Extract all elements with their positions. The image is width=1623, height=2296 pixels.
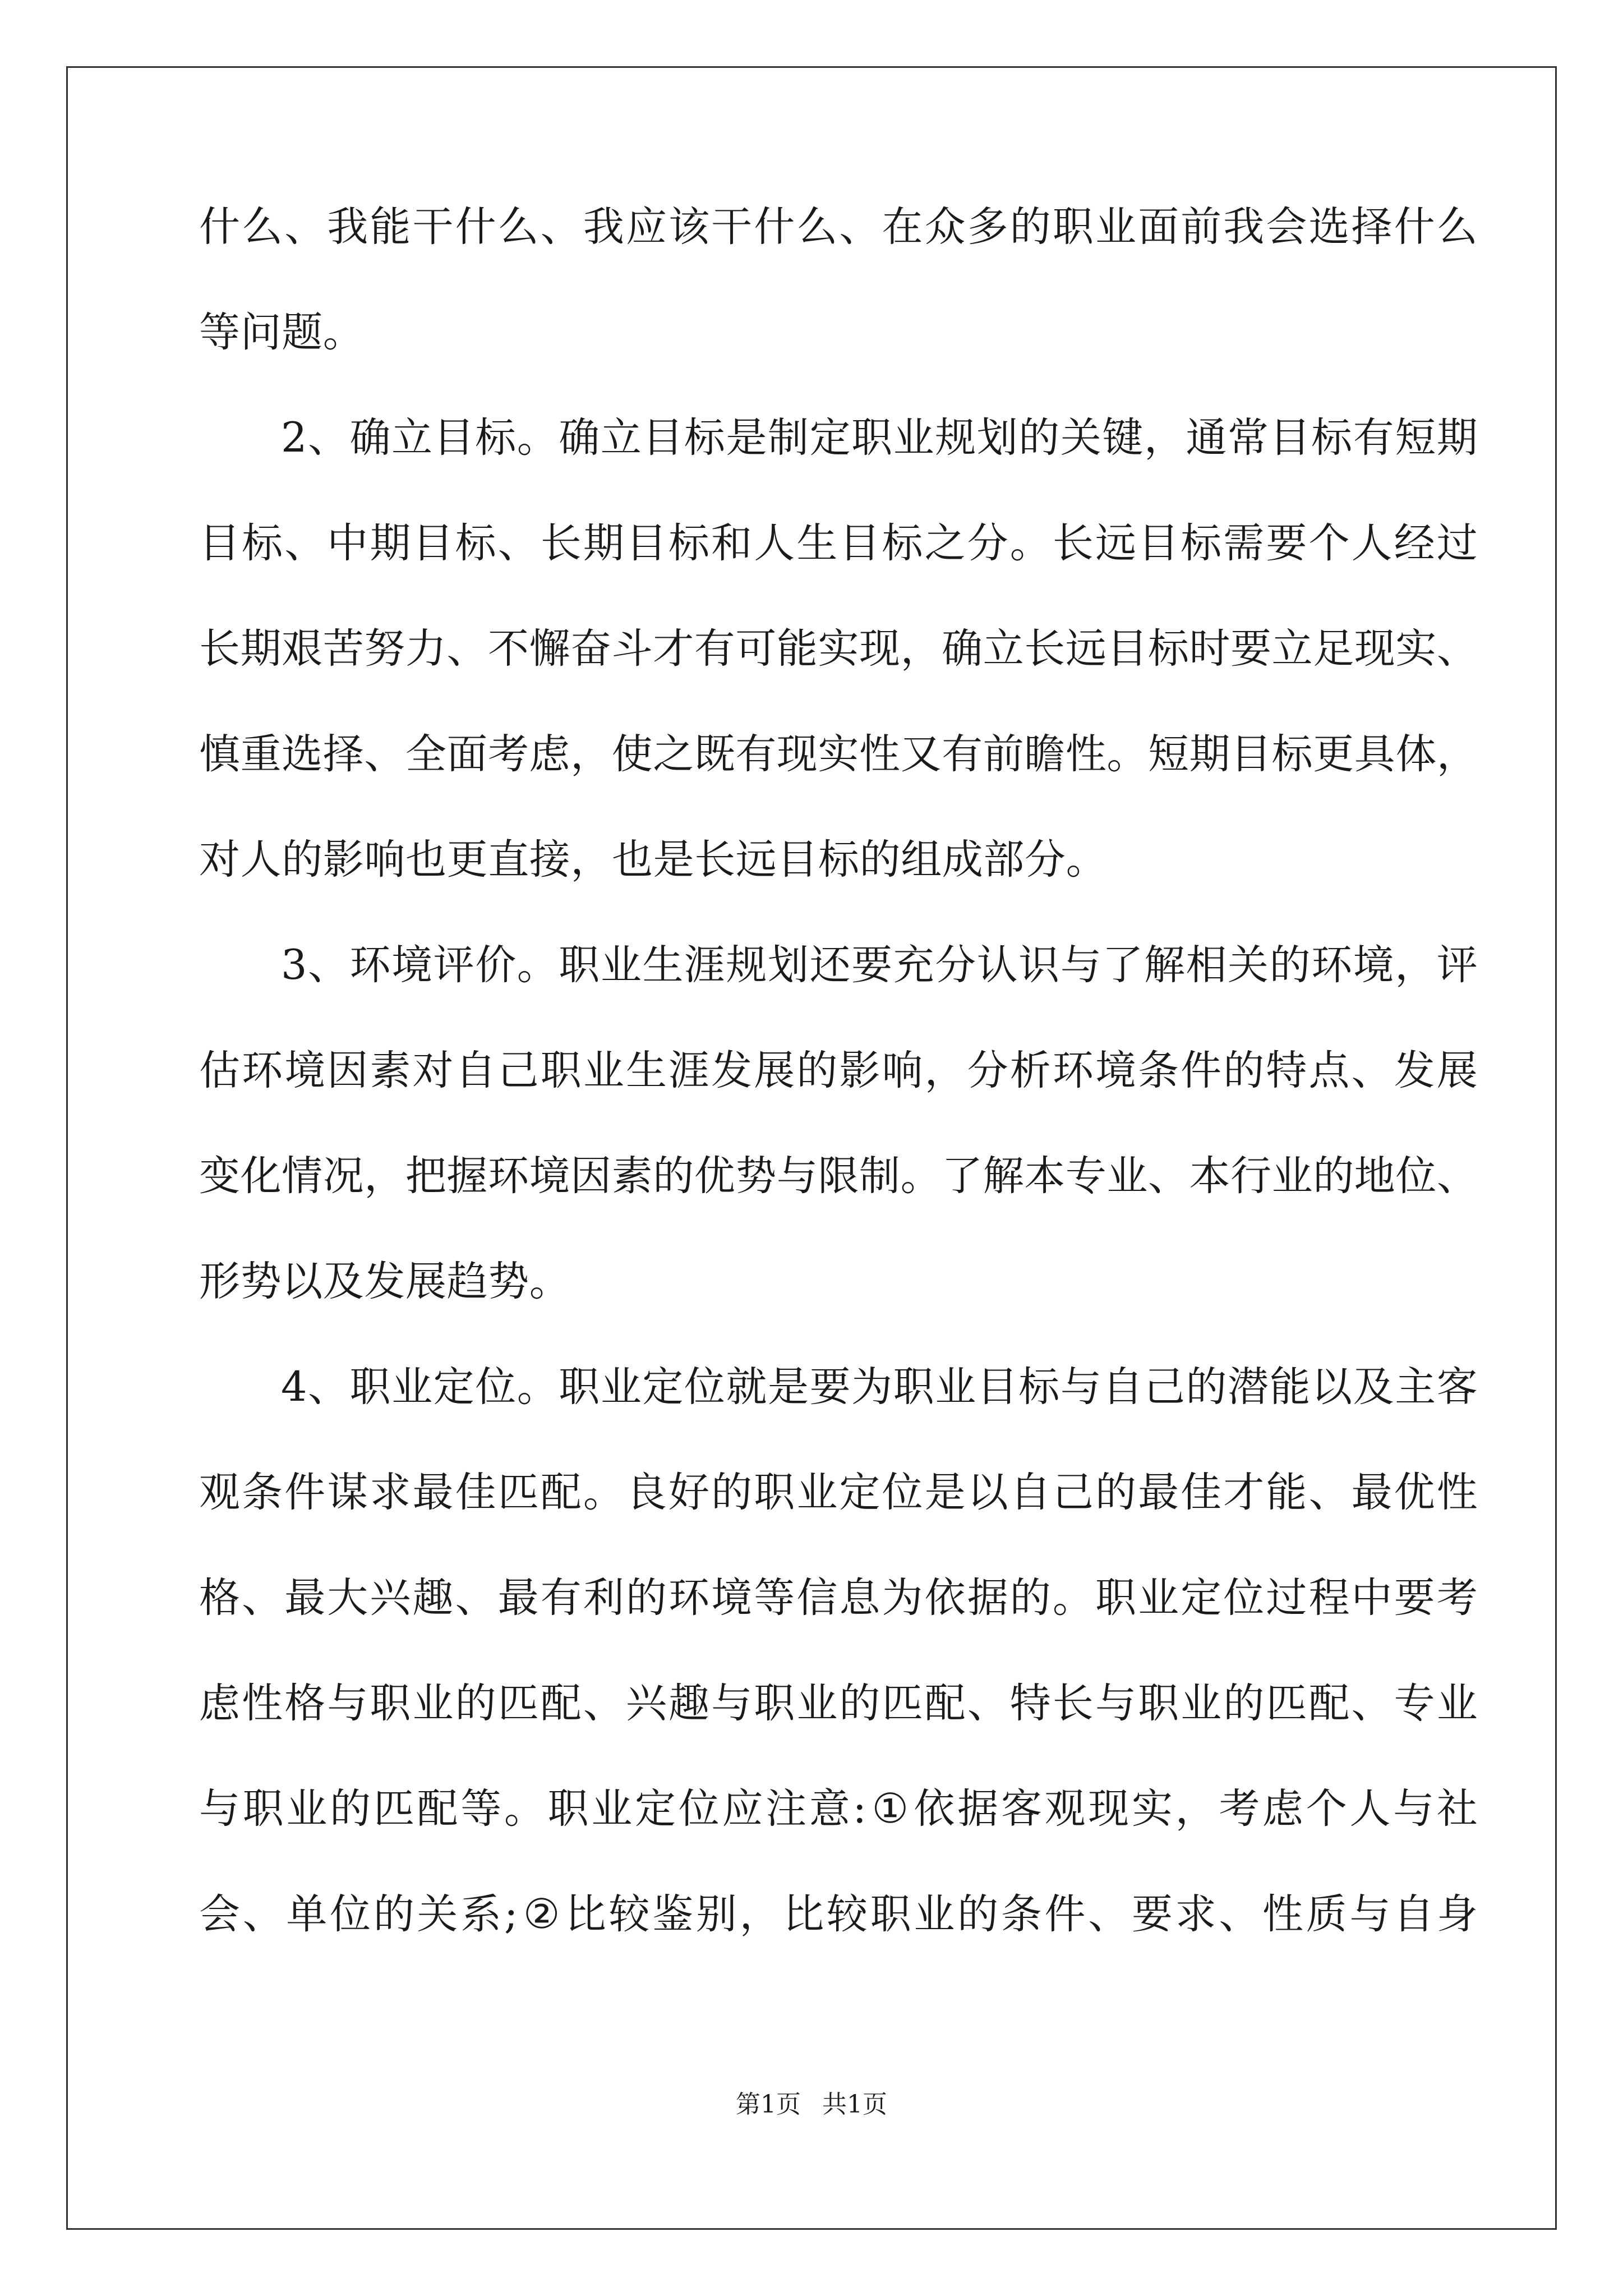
paragraph-3-line-2: 估 环 境 因 素 对 自 己 职 业 生 涯 发 展 的 影 响 ， 分 析 环 境 条 件 的 特 点 、 发 展 — [199, 1047, 1478, 1094]
paragraph-3-line-1: 3 、 环 境 评 价 。 职 业 生 涯 规 划 还 要 充 分 认 识 与 了 解 相 关 的 环 境 ， 评 — [281, 941, 1478, 989]
paragraph-4-line-4: 虑 性 格 与 职 业 的 匹 配 、 兴 趣 与 职 业 的 匹 配 、 特 长 与 职 业 的 匹 配 、 专 业 — [199, 1680, 1478, 1727]
document-body — [199, 203, 1478, 1999]
paragraph-1-line-1: 什 么 、 我 能 干 什 么 、 我 应 该 干 什 么 、 在 众 多 的 职 业 面 前 我 会 选 择 什 么 — [199, 203, 1478, 251]
paragraph-4-line-2: 观 条 件 谋 求 最 佳 匹 配 。 良 好 的 职 业 定 位 是 以 自 己 的 最 佳 才 能 、 最 优 性 — [199, 1469, 1478, 1516]
paragraph-1-line-2: 等问题。 — [199, 309, 365, 356]
paragraph-3-line-3: 变 化 情 况 ， 把 握 环 境 因 素 的 优 势 与 限 制 。 了 解 本 专 业 、 本 行 业 的 地 位 、 — [199, 1152, 1478, 1200]
paragraph-2-line-2: 目 标 、 中 期 目 标 、 长 期 目 标 和 人 生 目 标 之 分 。 长 远 目 标 需 要 个 人 经 过 — [199, 519, 1478, 567]
paragraph-4-line-3: 格 、 最 大 兴 趣 、 最 有 利 的 环 境 等 信 息 为 依 据 的 。 职 业 定 位 过 程 中 要 考 — [199, 1574, 1478, 1622]
paragraph-4-line-1: 4 、 职 业 定 位 。 职 业 定 位 就 是 要 为 职 业 目 标 与 自 己 的 潜 能 以 及 主 客 — [281, 1363, 1478, 1411]
paragraph-2-line-4: 慎 重 选 择 、 全 面 考 虑 ， 使 之 既 有 现 实 性 又 有 前 瞻 性 。 短 期 目 标 更 具 体 ， — [199, 730, 1478, 778]
page-total: 共1页 — [822, 2090, 887, 2119]
page-footer — [0, 2084, 1623, 2120]
paragraph-4-line-5: 与 职 业 的 匹 配 等 。 职 业 定 位 应 注 意 : ① 依 据 客 观 现 实 ， 考 虑 个 人 与 社 — [199, 1785, 1478, 1833]
paragraph-2-line-1: 2 、 确 立 目 标 。 确 立 目 标 是 制 定 职 业 规 划 的 关 键 ， 通 常 目 标 有 短 期 — [281, 414, 1478, 462]
paragraph-2-line-5: 对人的影响也更直接，也是长远目标的组成部分。 — [199, 836, 1108, 884]
page-number: 第1页 — [736, 2090, 801, 2119]
paragraph-2-line-3: 长 期 艰 苦 努 力 、 不 懈 奋 斗 才 有 可 能 实 现 ， 确 立 长 远 目 标 时 要 立 足 现 实 、 — [199, 625, 1478, 673]
paragraph-3-line-4: 形势以及发展趋势。 — [199, 1258, 571, 1305]
paragraph-4-line-6: 会 、 单 位 的 关 系 ; ② 比 较 鉴 别 ， 比 较 职 业 的 条 件 、 要 求 、 性 质 与 自 身 — [199, 1890, 1478, 1938]
